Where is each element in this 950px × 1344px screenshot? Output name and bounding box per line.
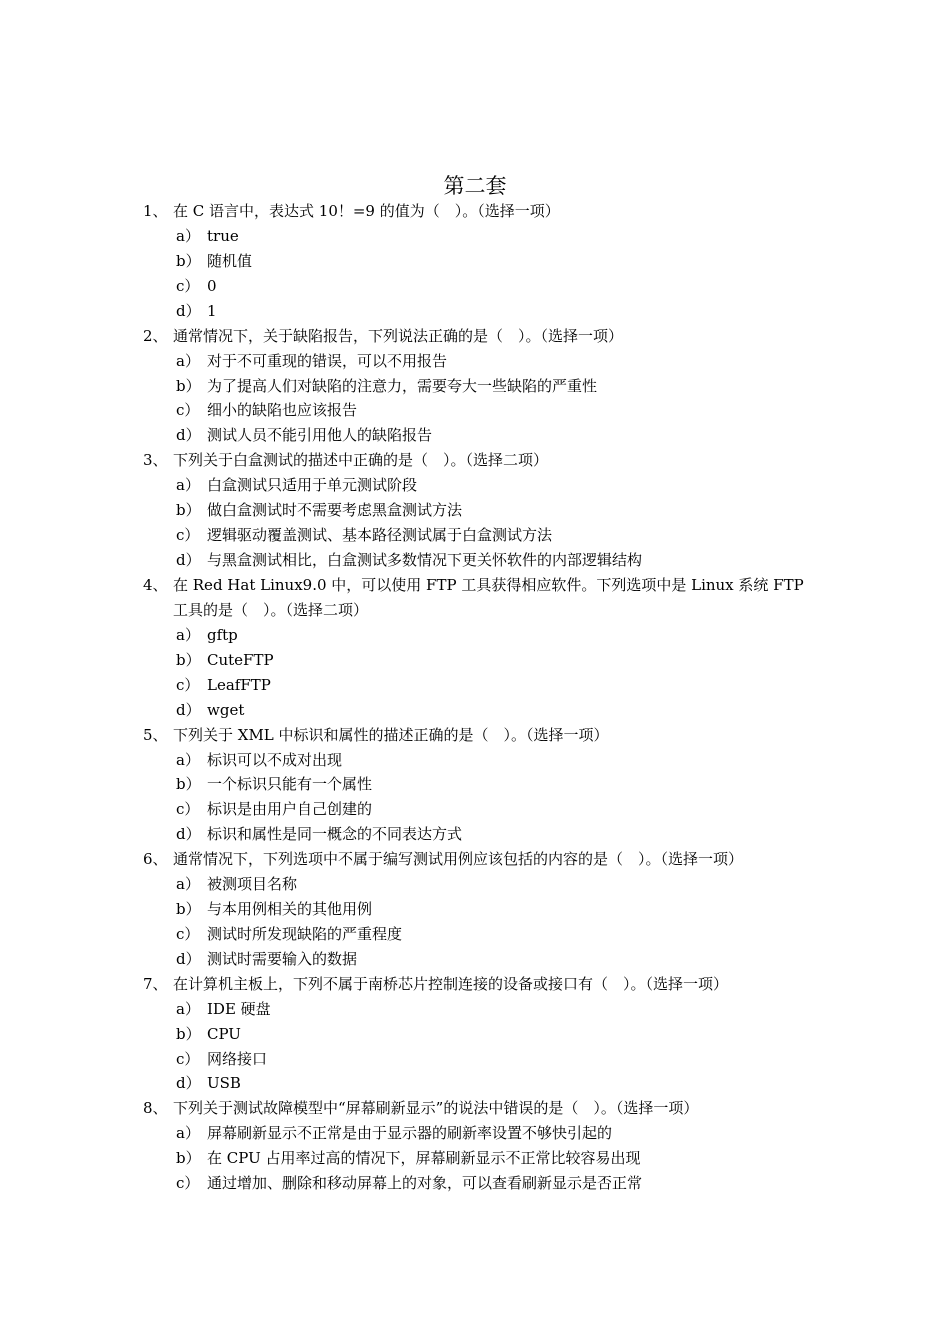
option-text: 0	[207, 276, 217, 295]
option-letter: d）	[176, 949, 201, 968]
option-text: 1	[207, 301, 217, 320]
option-text: 随机值	[207, 251, 253, 270]
option-text: wget	[207, 700, 245, 719]
option-item	[143, 997, 811, 1022]
option-letter: b）	[176, 251, 201, 270]
question-7	[143, 972, 811, 1097]
option-letter: b）	[176, 376, 201, 395]
question-stem	[143, 847, 811, 872]
option-item	[143, 872, 811, 897]
option-letter: d）	[176, 426, 201, 445]
option-item	[143, 274, 811, 299]
option-item	[143, 947, 811, 972]
question-1	[143, 199, 811, 324]
question-text: 在 Red Hat Linux9.0 中，可以使用 FTP 工具获得相应软件。下列选项中是 Linux 系统 FTP 工具的是（ ）。（选择二项）	[173, 575, 804, 619]
option-item	[143, 398, 811, 423]
option-text: 与黑盒测试相比，白盒测试多数情况下更关怀软件的内部逻辑结构	[207, 550, 643, 569]
option-item	[143, 897, 811, 922]
option-text: 细小的缺陷也应该报告	[207, 401, 358, 420]
option-letter: a）	[176, 875, 200, 894]
option-letter: d）	[176, 825, 201, 844]
option-text: 被测项目名称	[207, 875, 298, 894]
option-letter: b）	[176, 650, 201, 669]
option-item	[143, 523, 811, 548]
option-letter: d）	[176, 550, 201, 569]
option-text: 测试人员不能引用他人的缺陷报告	[207, 426, 433, 445]
question-stem	[143, 573, 811, 623]
option-item	[143, 1047, 811, 1072]
question-stem	[143, 723, 811, 748]
question-number: 5、	[143, 725, 168, 744]
question-5	[143, 723, 811, 848]
option-item	[143, 698, 811, 723]
option-item	[143, 797, 811, 822]
option-item	[143, 1022, 811, 1047]
option-item	[143, 498, 811, 523]
question-number: 3、	[143, 451, 168, 470]
question-number: 6、	[143, 850, 168, 869]
question-stem	[143, 324, 811, 349]
question-text: 下列关于白盒测试的描述中正确的是（ ）。（选择二项）	[173, 451, 549, 470]
question-number: 8、	[143, 1099, 168, 1118]
option-letter: a）	[176, 750, 200, 769]
option-text: true	[207, 227, 239, 245]
option-letter: c）	[176, 401, 200, 420]
option-letter: c）	[176, 1174, 200, 1193]
option-item	[143, 673, 811, 698]
question-number: 4、	[143, 575, 168, 594]
option-text: LeafFTP	[207, 675, 271, 694]
option-letter: a）	[176, 227, 200, 245]
question-6	[143, 847, 811, 972]
option-letter: b）	[176, 1024, 201, 1043]
option-text: 标识和属性是同一概念的不同表达方式	[207, 825, 463, 844]
question-3	[143, 448, 811, 573]
question-text: 在 C 语言中，表达式 10！=9 的值为（ ）。（选择一项）	[173, 202, 560, 220]
option-item	[143, 1171, 811, 1196]
option-item	[143, 1121, 811, 1146]
question-number: 7、	[143, 974, 168, 993]
option-letter: c）	[176, 276, 200, 295]
option-text: 逻辑驱动覆盖测试、基本路径测试属于白盒测试方法	[207, 526, 553, 545]
option-letter: a）	[176, 351, 200, 370]
option-item	[143, 374, 811, 399]
option-item	[143, 548, 811, 573]
option-item	[143, 748, 811, 773]
option-letter: b）	[176, 1149, 201, 1168]
option-text: 测试时需要输入的数据	[207, 949, 358, 968]
page-title: 第二套	[443, 174, 507, 198]
option-text: 一个标识只能有一个属性	[207, 775, 373, 794]
option-text: 屏幕刷新显示不正常是由于显示器的刷新率设置不够快引起的	[207, 1124, 613, 1143]
option-item	[143, 423, 811, 448]
option-text: CPU	[207, 1024, 241, 1043]
option-letter: c）	[176, 526, 200, 545]
option-item	[143, 1146, 811, 1171]
option-text: gftp	[207, 625, 238, 644]
option-text: 为了提高人们对缺陷的注意力，需要夸大一些缺陷的严重性	[207, 376, 598, 395]
question-text: 通常情况下，关于缺陷报告，下列说法正确的是（ ）。（选择一项）	[173, 326, 624, 345]
question-number: 2、	[143, 326, 168, 345]
option-text: 白盒测试只适用于单元测试阶段	[207, 476, 418, 495]
option-item	[143, 299, 811, 324]
question-stem	[143, 448, 811, 473]
option-text: 在 CPU 占用率过高的情况下，屏幕刷新显示不正常比较容易出现	[207, 1149, 641, 1168]
question-stem	[143, 972, 811, 997]
option-text: 网络接口	[207, 1049, 268, 1068]
question-list	[143, 199, 811, 1196]
option-letter: a）	[176, 1124, 200, 1143]
option-text: 与本用例相关的其他用例	[207, 900, 373, 919]
question-text: 通常情况下，下列选项中不属于编写测试用例应该包括的内容的是（ ）。（选择一项）	[173, 850, 744, 869]
option-text: 测试时所发现缺陷的严重程度	[207, 924, 403, 943]
option-item	[143, 473, 811, 498]
question-8	[143, 1096, 811, 1196]
option-text: 标识可以不成对出现	[207, 750, 343, 769]
option-item	[143, 623, 811, 648]
option-item	[143, 648, 811, 673]
option-text: 通过增加、删除和移动屏幕上的对象，可以查看刷新显示是否正常	[207, 1174, 643, 1193]
option-text: USB	[207, 1074, 241, 1093]
question-stem	[143, 1096, 811, 1121]
option-item	[143, 249, 811, 274]
question-text: 下列关于 XML 中标识和属性的描述正确的是（ ）。（选择一项）	[173, 725, 609, 744]
option-item	[143, 224, 811, 249]
option-letter: d）	[176, 1074, 201, 1093]
option-text: 标识是由用户自己创建的	[207, 800, 373, 819]
question-4	[143, 573, 811, 723]
option-letter: c）	[176, 1049, 200, 1068]
question-number: 1、	[143, 202, 168, 220]
option-letter: d）	[176, 700, 201, 719]
option-letter: c）	[176, 675, 200, 694]
option-text: IDE 硬盘	[207, 999, 271, 1018]
option-item	[143, 349, 811, 374]
question-stem	[143, 199, 811, 224]
option-letter: b）	[176, 775, 201, 794]
option-letter: a）	[176, 625, 200, 644]
option-item	[143, 822, 811, 847]
option-letter: d）	[176, 301, 201, 320]
option-text: 做白盒测试时不需要考虑黑盒测试方法	[207, 501, 463, 520]
option-item	[143, 922, 811, 947]
option-letter: c）	[176, 924, 200, 943]
question-text: 下列关于测试故障模型中“屏幕刷新显示”的说法中错误的是（ ）。（选择一项）	[173, 1099, 699, 1118]
option-letter: c）	[176, 800, 200, 819]
option-item	[143, 1071, 811, 1096]
option-text: CuteFTP	[207, 650, 274, 669]
question-2	[143, 324, 811, 449]
option-letter: a）	[176, 476, 200, 495]
option-letter: b）	[176, 900, 201, 919]
question-text: 在计算机主板上，下列不属于南桥芯片控制连接的设备或接口有（ ）。（选择一项）	[173, 974, 729, 993]
option-letter: b）	[176, 501, 201, 520]
option-item	[143, 772, 811, 797]
option-text: 对于不可重现的错误，可以不用报告	[207, 351, 448, 370]
option-letter: a）	[176, 999, 200, 1018]
